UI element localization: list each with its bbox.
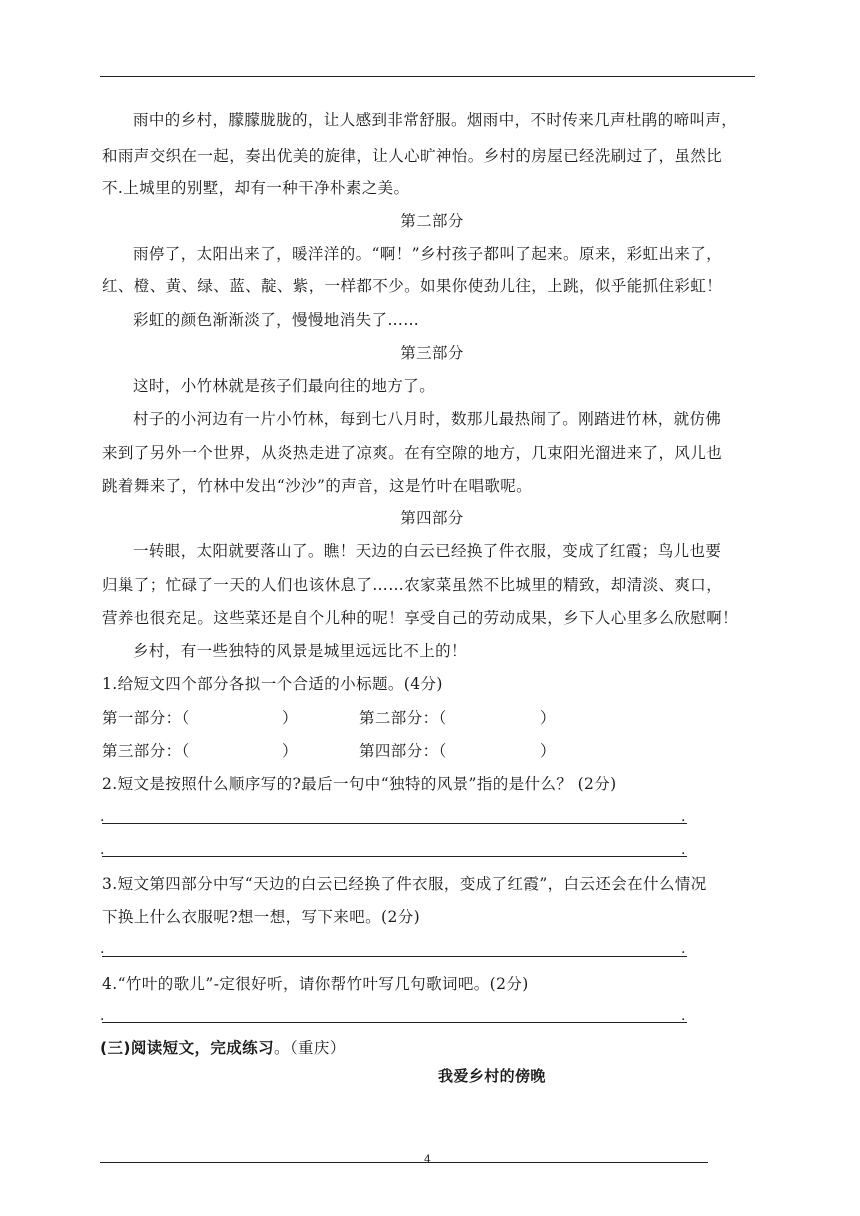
para4-line1: 一转眼，太阳就要落山了。瞧！天边的白云已经换了件衣服，变成了红霞；鸟儿也要 — [133, 542, 722, 560]
q2-line1-dot-left: . — [100, 809, 105, 825]
para1-line1: 雨中的乡村，朦朦胧胧的，让人感到非常舒服。烟雨中，不时传来几声杜鹃的啼叫声， — [133, 111, 738, 129]
para1-line2: 和雨声交织在一起，奏出优美的旋律，让人心旷神怡。乡村的房屋已经洗刷过了，虽然比 — [102, 147, 723, 165]
q4-dot-left: . — [100, 1008, 105, 1024]
para4-line3: 营养也很充足。这些菜还是自个儿种的呢！享受自己的劳动成果，乡下人心里多么欣慰啊！ — [102, 609, 739, 627]
q1-part3-answer[interactable] — [187, 741, 282, 761]
section-3-source: 。（重庆） — [273, 1039, 346, 1057]
para2-line1: 雨停了，太阳出来了，暖洋洋的。“啊！”乡村孩子都叫了起来。原来，彩虹出来了， — [133, 245, 723, 263]
section-3-bold: (三)阅读短文，完成练习 — [100, 1039, 274, 1057]
question-3-line2: 下换上什么衣服呢?想一想，写下来吧。(2分) — [102, 908, 421, 926]
para3-line3: 来到了另外一个世界，从炎热走进了凉爽。在有空隙的地方，几束阳光溜进来了，风儿也 — [102, 444, 723, 462]
question-4: 4.“竹叶的歌儿”-定很好听，请你帮竹叶写几句歌词吧。(2分) — [102, 975, 529, 993]
q1-part2-label: 第二部分：（ — [359, 709, 447, 727]
q4-dot-right: . — [681, 1008, 686, 1024]
part2-title: 第二部分 — [400, 212, 464, 230]
q3-dot-left: . — [100, 941, 105, 957]
q1-part1-label: 第一部分：（ — [102, 709, 190, 727]
question-2: 2.短文是按照什么顺序写的?最后一句中“独特的风景”指的是什么？ (2分) — [102, 775, 617, 793]
para3-line2: 村子的小河边有一片小竹林，每到七八月时，数那儿最热闹了。刚踏进竹林，就仿佛 — [133, 410, 722, 428]
q1-part3-label: 第三部分：（ — [102, 742, 190, 760]
next-article-title: 我爱乡村的傍晚 — [438, 1067, 546, 1085]
q1-part2-answer[interactable] — [455, 708, 540, 728]
q2-line1-dot-right: . — [681, 809, 686, 825]
para4-line4: 乡村，有一些独特的风景是城里远远比不上的！ — [133, 642, 467, 660]
question-1: 1.给短文四个部分各拟一个合适的小标题。(4分) — [102, 675, 443, 693]
q1-part4-close: ） — [540, 742, 556, 760]
q2-answer-line-1[interactable] — [102, 823, 687, 824]
q4-answer-line[interactable] — [102, 1022, 687, 1023]
q2-line2-dot-left: . — [100, 842, 105, 858]
section-3-heading — [100, 1038, 760, 1058]
part3-title: 第三部分 — [400, 344, 464, 362]
para4-line2: 归巢了；忙碌了一天的人们也该休息了……农家菜虽然不比城里的精致，却清淡、爽口， — [102, 576, 723, 594]
q1-part1-close: ） — [282, 709, 298, 727]
q1-part3-close: ） — [282, 742, 298, 760]
q2-answer-line-2[interactable] — [102, 856, 687, 857]
page-number: 4 — [424, 1153, 431, 1166]
q1-part4-label: 第四部分：（ — [359, 742, 447, 760]
q1-part2-close: ） — [540, 709, 556, 727]
q1-part4-answer[interactable] — [455, 741, 540, 761]
header-rule — [100, 76, 755, 77]
q1-part1-answer[interactable] — [187, 708, 282, 728]
q3-dot-right: . — [681, 941, 686, 957]
para3-line1: 这时，小竹林就是孩子们最向往的地方了。 — [133, 377, 436, 395]
q2-line2-dot-right: . — [681, 842, 686, 858]
para2-line2: 红、橙、黄、绿、蓝、靛、紫，一样都不少。如果你使劲儿往，上跳，似乎能抓住彩虹！ — [102, 277, 723, 295]
q3-answer-line[interactable] — [102, 956, 687, 957]
para2-line3: 彩虹的颜色渐渐淡了，慢慢地消失了…… — [133, 311, 420, 329]
footer-rule — [100, 1162, 708, 1163]
para1-line3: 不.上城里的别墅，却有一种干净朴素之美。 — [102, 179, 410, 197]
part4-title: 第四部分 — [400, 509, 464, 527]
para3-line4: 跳着舞来了，竹林中发出“沙沙”的声音，这是竹叶在唱歌呢。 — [102, 477, 533, 495]
question-3-line1: 3.短文第四部分中写“天边的白云已经换了件衣服，变成了红霞”，白云还会在什么情况 — [102, 875, 707, 893]
